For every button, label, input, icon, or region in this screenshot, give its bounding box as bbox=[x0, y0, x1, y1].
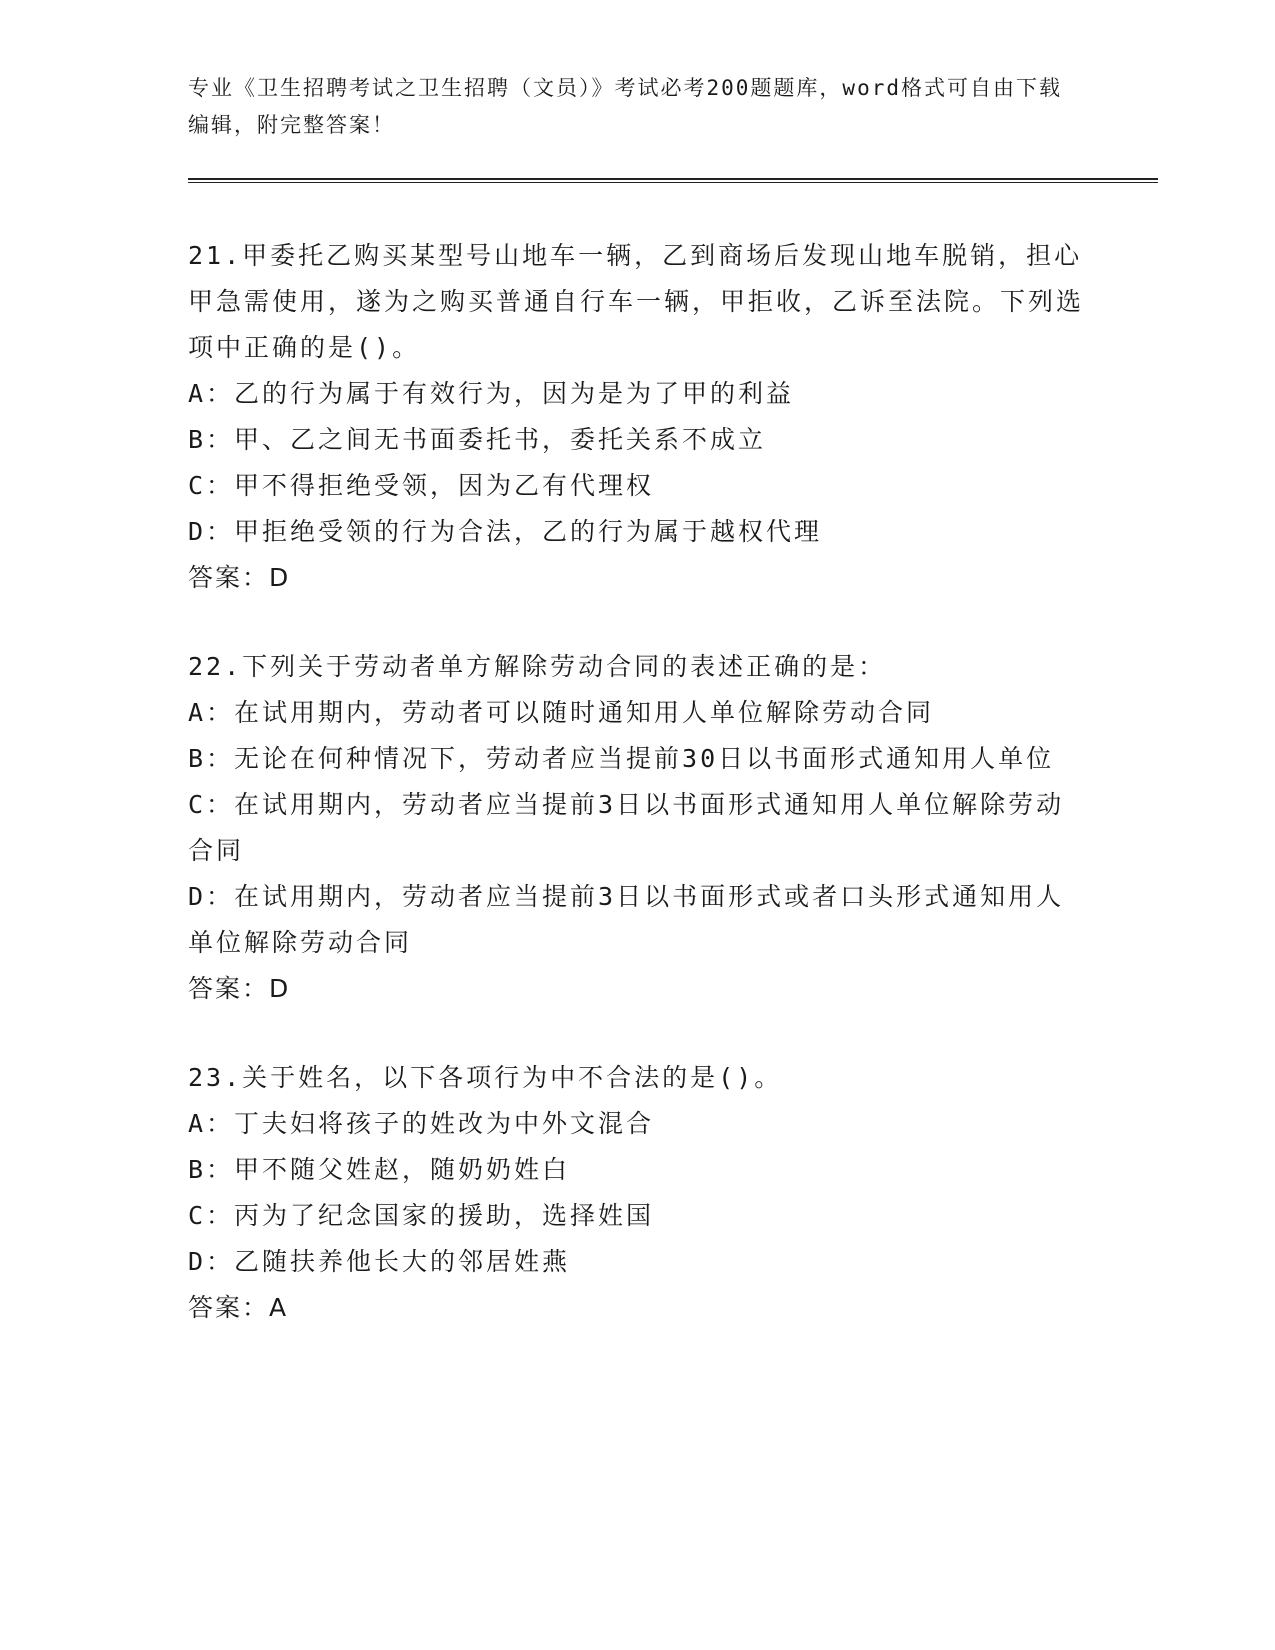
question-stem: 22.下列关于劳动者单方解除劳动合同的表述正确的是： bbox=[188, 652, 887, 681]
answer-line bbox=[188, 966, 1088, 1012]
answer-label: 答案： bbox=[188, 1293, 270, 1322]
answer-label: 答案： bbox=[188, 563, 270, 592]
option-d: D：甲拒绝受领的行为合法，乙的行为属于越权代理 bbox=[188, 517, 823, 546]
answer-value: A bbox=[269, 1293, 289, 1322]
header-divider bbox=[188, 178, 1158, 183]
answer-value: D bbox=[269, 974, 291, 1003]
option-b: B：甲不随父姓赵，随奶奶姓白 bbox=[188, 1155, 571, 1184]
question-list bbox=[188, 233, 1088, 1374]
answer-label: 答案： bbox=[188, 974, 270, 1003]
document-header: 专业《卫生招聘考试之卫生招聘（文员）》考试必考200题题库，word格式可自由下载编辑，附完整答案！ bbox=[188, 76, 1062, 137]
option-c: C：甲不得拒绝受领，因为乙有代理权 bbox=[188, 471, 655, 500]
option-b: B：无论在何种情况下，劳动者应当提前30日以书面形式通知用人单位 bbox=[188, 744, 1055, 773]
answer-value: D bbox=[269, 563, 291, 592]
question-item bbox=[188, 233, 1088, 601]
option-d: D：乙随扶养他长大的邻居姓燕 bbox=[188, 1247, 571, 1276]
option-a: A：在试用期内，劳动者可以随时通知用人单位解除劳动合同 bbox=[188, 698, 935, 727]
question-item bbox=[188, 1055, 1088, 1331]
option-c: C：在试用期内，劳动者应当提前3日以书面形式通知用人单位解除劳动合同 bbox=[188, 790, 1065, 865]
answer-line bbox=[188, 1285, 1088, 1331]
option-a: A：丁夫妇将孩子的姓改为中外文混合 bbox=[188, 1109, 655, 1138]
answer-line bbox=[188, 555, 1088, 601]
option-b: B：甲、乙之间无书面委托书，委托关系不成立 bbox=[188, 425, 767, 454]
question-stem: 23.关于姓名，以下各项行为中不合法的是()。 bbox=[188, 1063, 783, 1092]
option-a: A：乙的行为属于有效行为，因为是为了甲的利益 bbox=[188, 379, 795, 408]
option-d: D：在试用期内，劳动者应当提前3日以书面形式或者口头形式通知用人单位解除劳动合同 bbox=[188, 882, 1065, 957]
question-item bbox=[188, 644, 1088, 1012]
document-page bbox=[188, 70, 1068, 144]
option-c: C：丙为了纪念国家的援助，选择姓国 bbox=[188, 1201, 655, 1230]
question-stem: 21.甲委托乙购买某型号山地车一辆，乙到商场后发现山地车脱销，担心甲急需使用，遂为之购买普通自行车一辆，甲拒收，乙诉至法院。下列选项中正确的是()。 bbox=[188, 241, 1085, 362]
